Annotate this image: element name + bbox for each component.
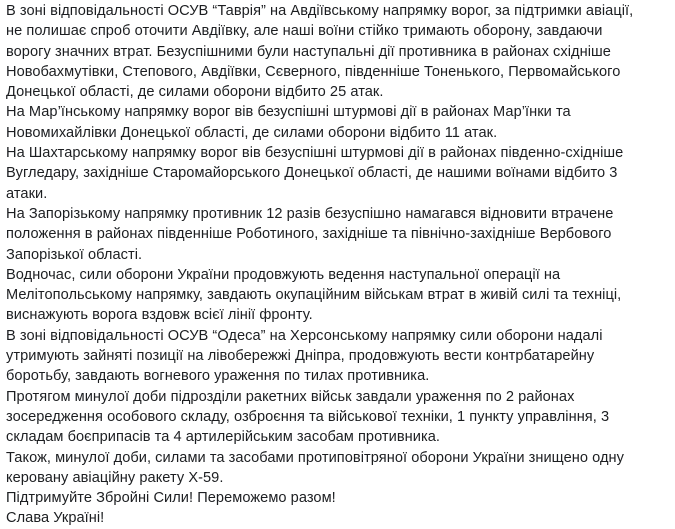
text-line: Також, минулої доби, силами та засобами протиповітряної оборони України знищено одну [6, 449, 624, 466]
text-line: В зоні відповідальності ОСУВ “Таврія” на Авдіївському напрямку ворог, за підтримки авіації, [6, 3, 634, 19]
text-line: Новобахмутівки, Степового, Авдіївки, Сєверного, південніше Тоненького, Первомайського [6, 63, 621, 80]
text-line: атаки. [6, 185, 48, 202]
text-line: ворогу значних втрат. Безуспішними були наступальні дії противника в районах східніше [6, 43, 611, 60]
text-line: Запорізької області. [6, 246, 143, 263]
text-line: утримують зайняті позиції на лівобережжі Дніпра, продовжують вести контрбатарейну [6, 348, 595, 365]
text-line: керовану авіаційну ракету Х-59. [6, 469, 224, 486]
text-line: Донецької області, де силами оборони відбито 25 атак. [6, 84, 384, 101]
text-line: Протягом минулої доби підрозділи ракетних військ завдали ураження по 2 районах [6, 388, 575, 405]
text-line: Слава Україні! [6, 510, 105, 527]
text-line: На Запорізькому напрямку противник 12 разів безуспішно намагався відновити втрачене [6, 205, 614, 222]
text-line: складам боєприпасів та 4 артилерійським засобам противника. [6, 429, 440, 446]
text-line: Мелітопольському напрямку, завдають окупаційним військам втрат в живій силі та техніці, [6, 287, 622, 304]
text-line: зосередження особового складу, озброєння та військової техніки, 1 пункту управління, 3 [6, 408, 610, 425]
text-line: На Шахтарському напрямку ворог вів безуспішні штурмові дії в районах південно-східніше [6, 145, 624, 162]
text-line: боротьбу, завдають вогневого ураження по тилах противника. [6, 368, 430, 385]
text-line: Вугледару, західніше Старомайорського Донецької області, де нашими воїнами відбито 3 [6, 165, 618, 182]
text-line: виснажують ворога вздовж всієї лінії фронту. [6, 307, 313, 324]
text-line: В зоні відповідальності ОСУВ “Одеса” на Херсонському напрямку сили оборони надалі [6, 327, 603, 344]
text-line: Водночас, сили оборони України продовжують ведення наступальної операції на [6, 266, 561, 283]
text-line: Новомихайлівки Донецької області, де силами оборони відбито 11 атак. [6, 124, 498, 141]
text-line: не полишає спроб оточити Авдіївку, але наші воїни стійко тримають оборону, завдаючи [6, 23, 603, 40]
text-line: На Мар’їнському напрямку ворог вів безуспішні штурмові дії в районах Мар’їнки та [6, 104, 571, 121]
text-line: положення в районах південніше Роботиного, західніше та північно-західніше Вербового [6, 226, 612, 243]
text-line: Підтримуйте Збройні Сили! Переможемо разом! [6, 490, 336, 507]
